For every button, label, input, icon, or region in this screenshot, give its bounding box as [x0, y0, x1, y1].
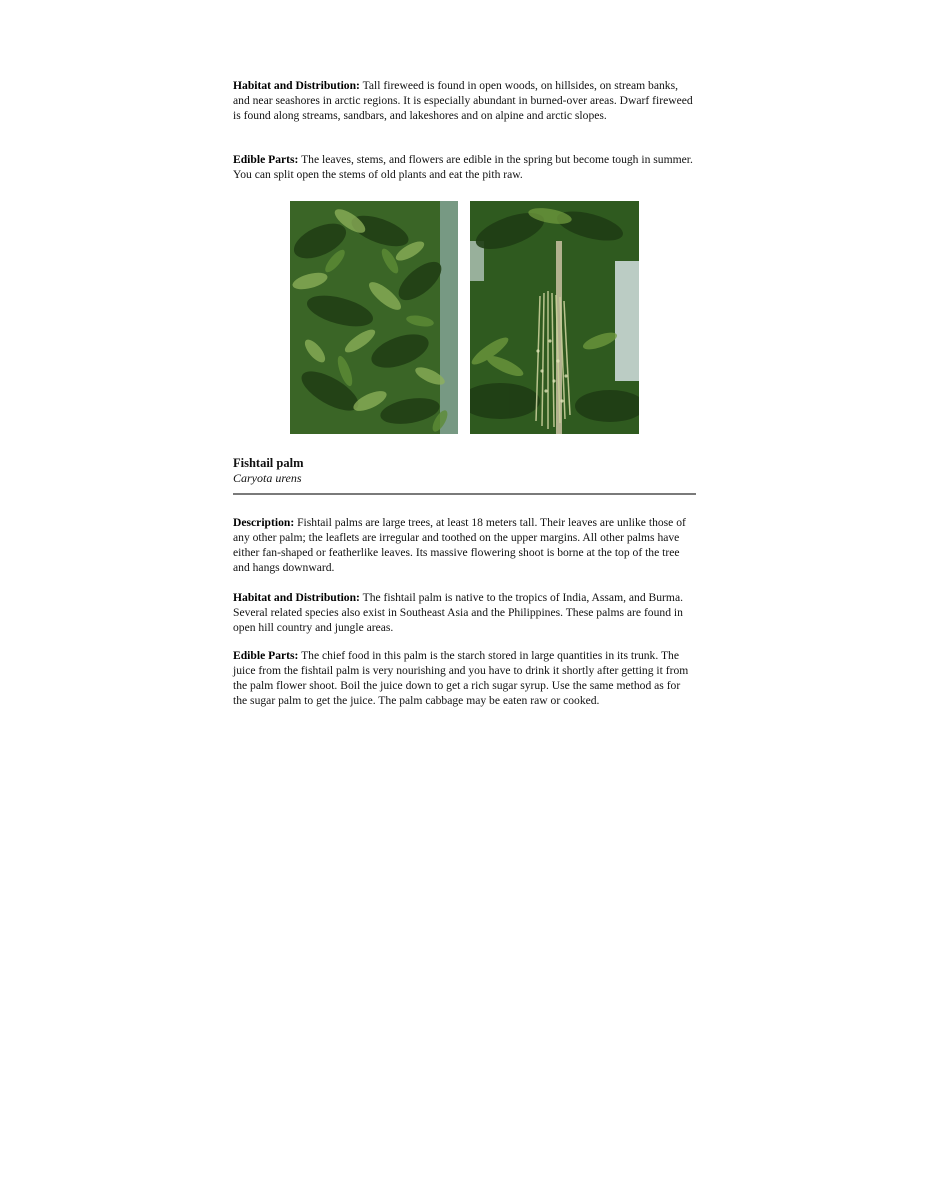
fireweed-habitat-label: Habitat and Distribution:	[233, 79, 360, 92]
section-divider	[233, 493, 696, 495]
palm-flower-shoot-photo	[470, 201, 639, 434]
fishtail-habitat-paragraph	[233, 590, 697, 635]
fishtail-description-label: Description:	[233, 516, 295, 529]
species-name: Fishtail palm	[233, 456, 304, 470]
fishtail-edible-text: The chief food in this palm is the starch stored in large quantities in its trunk. The juice from the fishtail palm is very nourishing and you have to drink it shortly after getting it from the palm flower shoot. Boil the juice down to get a rich sugar syrup. Use the same method as for the sugar palm to get the juice. The palm cabbage may be eaten raw or cooked.	[233, 649, 689, 707]
species-heading	[233, 456, 697, 486]
fireweed-edible-paragraph	[233, 152, 697, 182]
palm-leaves-photo	[290, 201, 458, 434]
fishtail-description-paragraph	[233, 515, 697, 575]
fishtail-edible-label: Edible Parts:	[233, 649, 299, 662]
fishtail-habitat-label: Habitat and Distribution:	[233, 591, 360, 604]
fireweed-habitat-text: Tall fireweed is found in open woods, on hillsides, on stream banks, and near seashores in arctic regions. It is especially abundant in burned-over areas. Dwarf fireweed is found along streams, sandbars, and lakeshores and on alpine and arctic slopes.	[233, 79, 693, 122]
palm-flower-shoot-illustration	[470, 201, 639, 434]
fishtail-habitat-text: The fishtail palm is native to the tropics of India, Assam, and Burma. Several related species also exist in Southeast Asia and the Philippines. These palms are found in open hill country and jungle areas.	[233, 591, 683, 634]
fireweed-edible-text: The leaves, stems, and flowers are edible in the spring but become tough in summer. You can split open the stems of old plants and eat the pith raw.	[233, 153, 693, 181]
fishtail-edible-paragraph	[233, 648, 697, 708]
fireweed-edible-label: Edible Parts:	[233, 153, 299, 166]
fishtail-description-text: Fishtail palms are large trees, at least 18 meters tall. Their leaves are unlike those of any other palm; the leaflets are irregular and toothed on the upper margins. All other palms have either fan-shaped or featherlike leaves. Its massive flowering shoot is borne at the top of the tree and hangs downward.	[233, 516, 686, 574]
palm-leaves-illustration	[290, 201, 458, 434]
fireweed-habitat-paragraph	[233, 78, 697, 123]
scientific-name: Caryota urens	[233, 471, 302, 485]
